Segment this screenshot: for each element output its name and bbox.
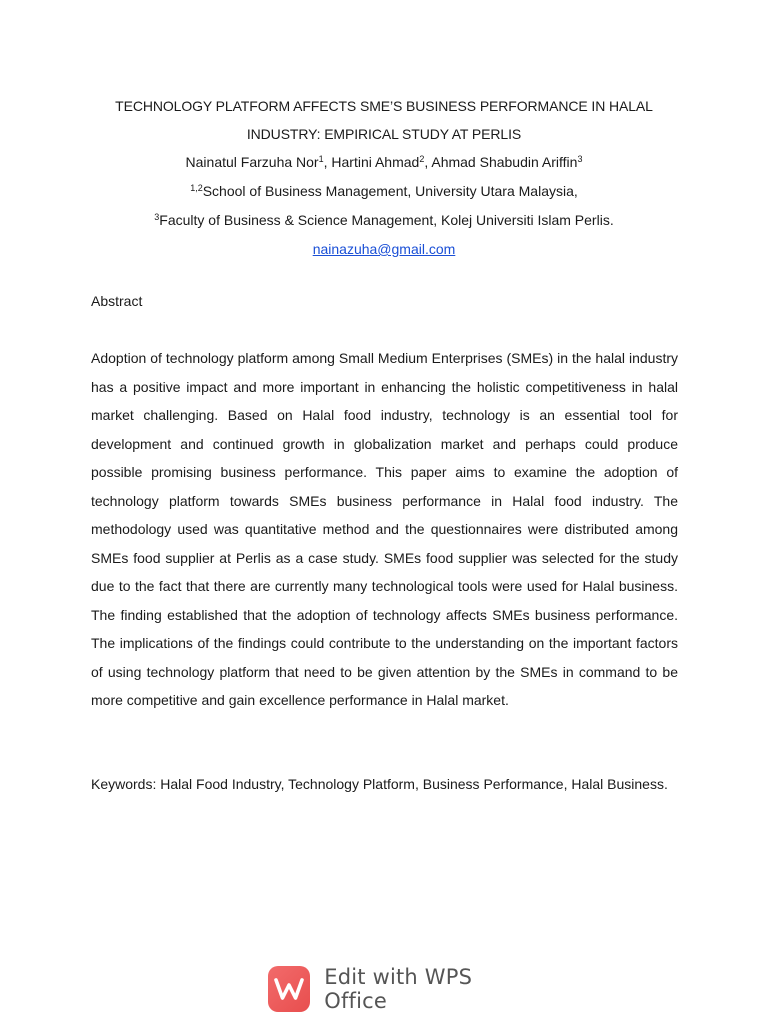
wps-watermark-text: Edit with WPS Office xyxy=(324,965,473,1013)
affiliation-text: School of Business Management, University Utara Malaysia, xyxy=(202,183,578,199)
author-superscript: 1 xyxy=(318,154,324,164)
affiliation-superscript: 3 xyxy=(154,212,160,222)
affiliation-1 xyxy=(90,177,678,206)
author-separator: , xyxy=(424,154,432,170)
author-name: Nainatul Farzuha Nor xyxy=(185,154,319,170)
paper-title-line-1: TECHNOLOGY PLATFORM AFFECTS SME’S BUSINESS PERFORMANCE IN HALAL xyxy=(115,98,653,114)
abstract-body: Adoption of technology platform among Small Medium Enterprises (SMEs) in the halal industry has a positive impact and more important in enhancing the holistic competitiveness in halal market challenging. Based on Halal food industry, technology is an essential tool for development and continued growth in globalization market and perhaps could produce possible promising business performance. This paper aims to examine the adoption of technology platform towards SMEs business performance in Halal food industry. The methodology used was quantitative method and the questionnaires were distributed among SMEs food supplier at Perlis as a case study. SMEs food supplier was selected for the study due to the fact that there are currently many technological tools were used for Halal business. The finding established that the adoption of technology affects SMEs business performance. The implications of the findings could contribute to the understanding on the important factors of using technology platform that need to be given attention by the SMEs in command to be more competitive and gain excellence performance in Halal market. xyxy=(91,350,678,708)
wps-w-logo-icon xyxy=(268,966,310,1012)
author-list xyxy=(90,148,678,177)
contact-email-link[interactable]: nainazuha@gmail.com xyxy=(312,241,456,257)
paper-title-line-2: INDUSTRY: EMPIRICAL STUDY AT PERLIS xyxy=(246,126,522,142)
wps-office-watermark[interactable] xyxy=(268,964,524,1014)
affiliation-2 xyxy=(90,206,678,235)
affiliation-text: Faculty of Business & Science Management, Kolej Universiti Islam Perlis. xyxy=(159,212,614,228)
author-name: Ahmad Shabudin Ariffin xyxy=(431,154,578,170)
contact-email-line xyxy=(90,235,678,264)
keywords-paragraph: Keywords: Halal Food Industry, Technology Platform, Business Performance, Halal Business. xyxy=(91,776,668,792)
author-superscript: 3 xyxy=(577,154,583,164)
paper-header xyxy=(90,92,678,264)
affiliation-superscript: 1,2 xyxy=(190,183,203,193)
author-name: Hartini Ahmad xyxy=(331,154,420,170)
author-superscript: 2 xyxy=(419,154,425,164)
abstract-heading: Abstract xyxy=(91,293,143,309)
author-separator: , xyxy=(323,154,332,170)
